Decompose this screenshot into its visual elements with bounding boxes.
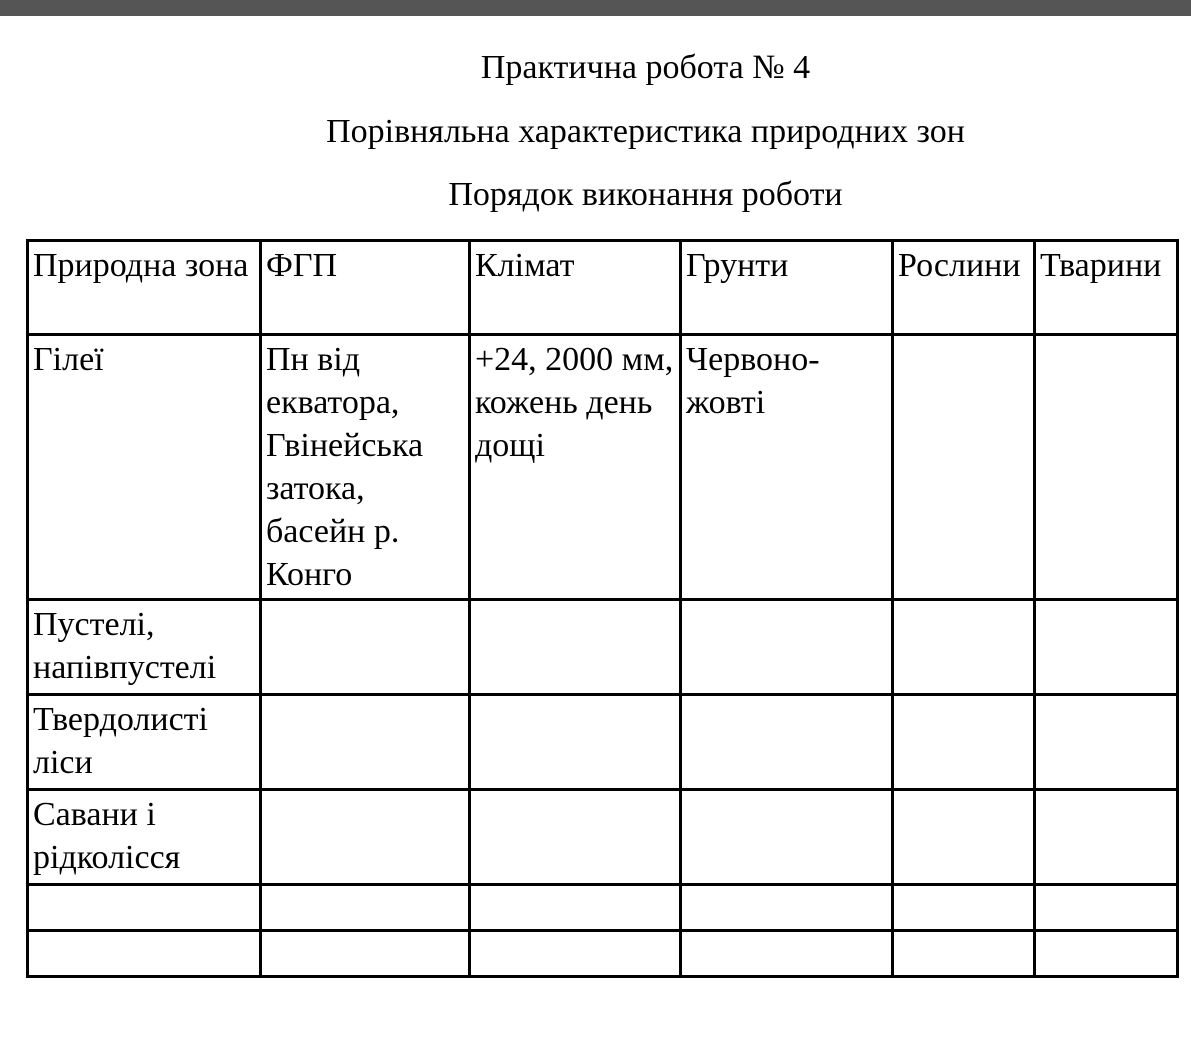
table-cell: Пн від екватора, Гвінейська затока, басейн р. Конго [261,335,470,600]
table-row [28,931,1178,977]
table-row [28,885,1178,931]
table-cell: Гілеї [28,335,261,600]
table-cell: +24, 2000 мм, кожень день дощі [470,335,681,600]
table-cell [1035,885,1178,931]
table-cell [470,931,681,977]
table-row [28,600,1178,695]
table-cell [893,695,1035,790]
table-cell [1035,335,1178,600]
table-cell: Савани і рідколісся [28,790,261,885]
column-header: Рослини [893,241,1035,335]
table-cell [893,885,1035,931]
document-subtitle: Порівняльна характеристика природних зон [326,113,965,150]
table-cell: Твердолисті ліси [28,695,261,790]
table-row [28,335,1178,600]
table-cell [470,885,681,931]
column-header: Клімат [470,241,681,335]
table-cell [261,885,470,931]
table-cell [261,790,470,885]
table-cell: Пустелі, напівпустелі [28,600,261,695]
table-cell [681,790,893,885]
table-cell [681,931,893,977]
table-cell [261,600,470,695]
comparison-table [26,239,1179,978]
column-header: Грунти [681,241,893,335]
table-row [28,695,1178,790]
table-cell [681,695,893,790]
table-header-row [28,241,1178,335]
document-title: Практична робота № 4 [480,49,811,86]
document-instructions-heading: Порядок виконання роботи [448,176,843,213]
table-cell [893,931,1035,977]
table-cell [681,600,893,695]
table-cell [893,790,1035,885]
table-cell [1035,600,1178,695]
column-header: ФГП [261,241,470,335]
table-cell [1035,695,1178,790]
table-cell [470,695,681,790]
column-header: Тварини [1035,241,1178,335]
table-cell [28,885,261,931]
table-cell [1035,931,1178,977]
table-cell [681,885,893,931]
table-cell [261,695,470,790]
table-cell [470,790,681,885]
table-row [28,790,1178,885]
table-cell [261,931,470,977]
table-cell [470,600,681,695]
table-cell [893,335,1035,600]
table-cell: Червоно-жовті [681,335,893,600]
table-cell [1035,790,1178,885]
column-header: Природна зона [28,241,261,335]
top-bar [0,0,1191,16]
table-cell [28,931,261,977]
table-cell [893,600,1035,695]
